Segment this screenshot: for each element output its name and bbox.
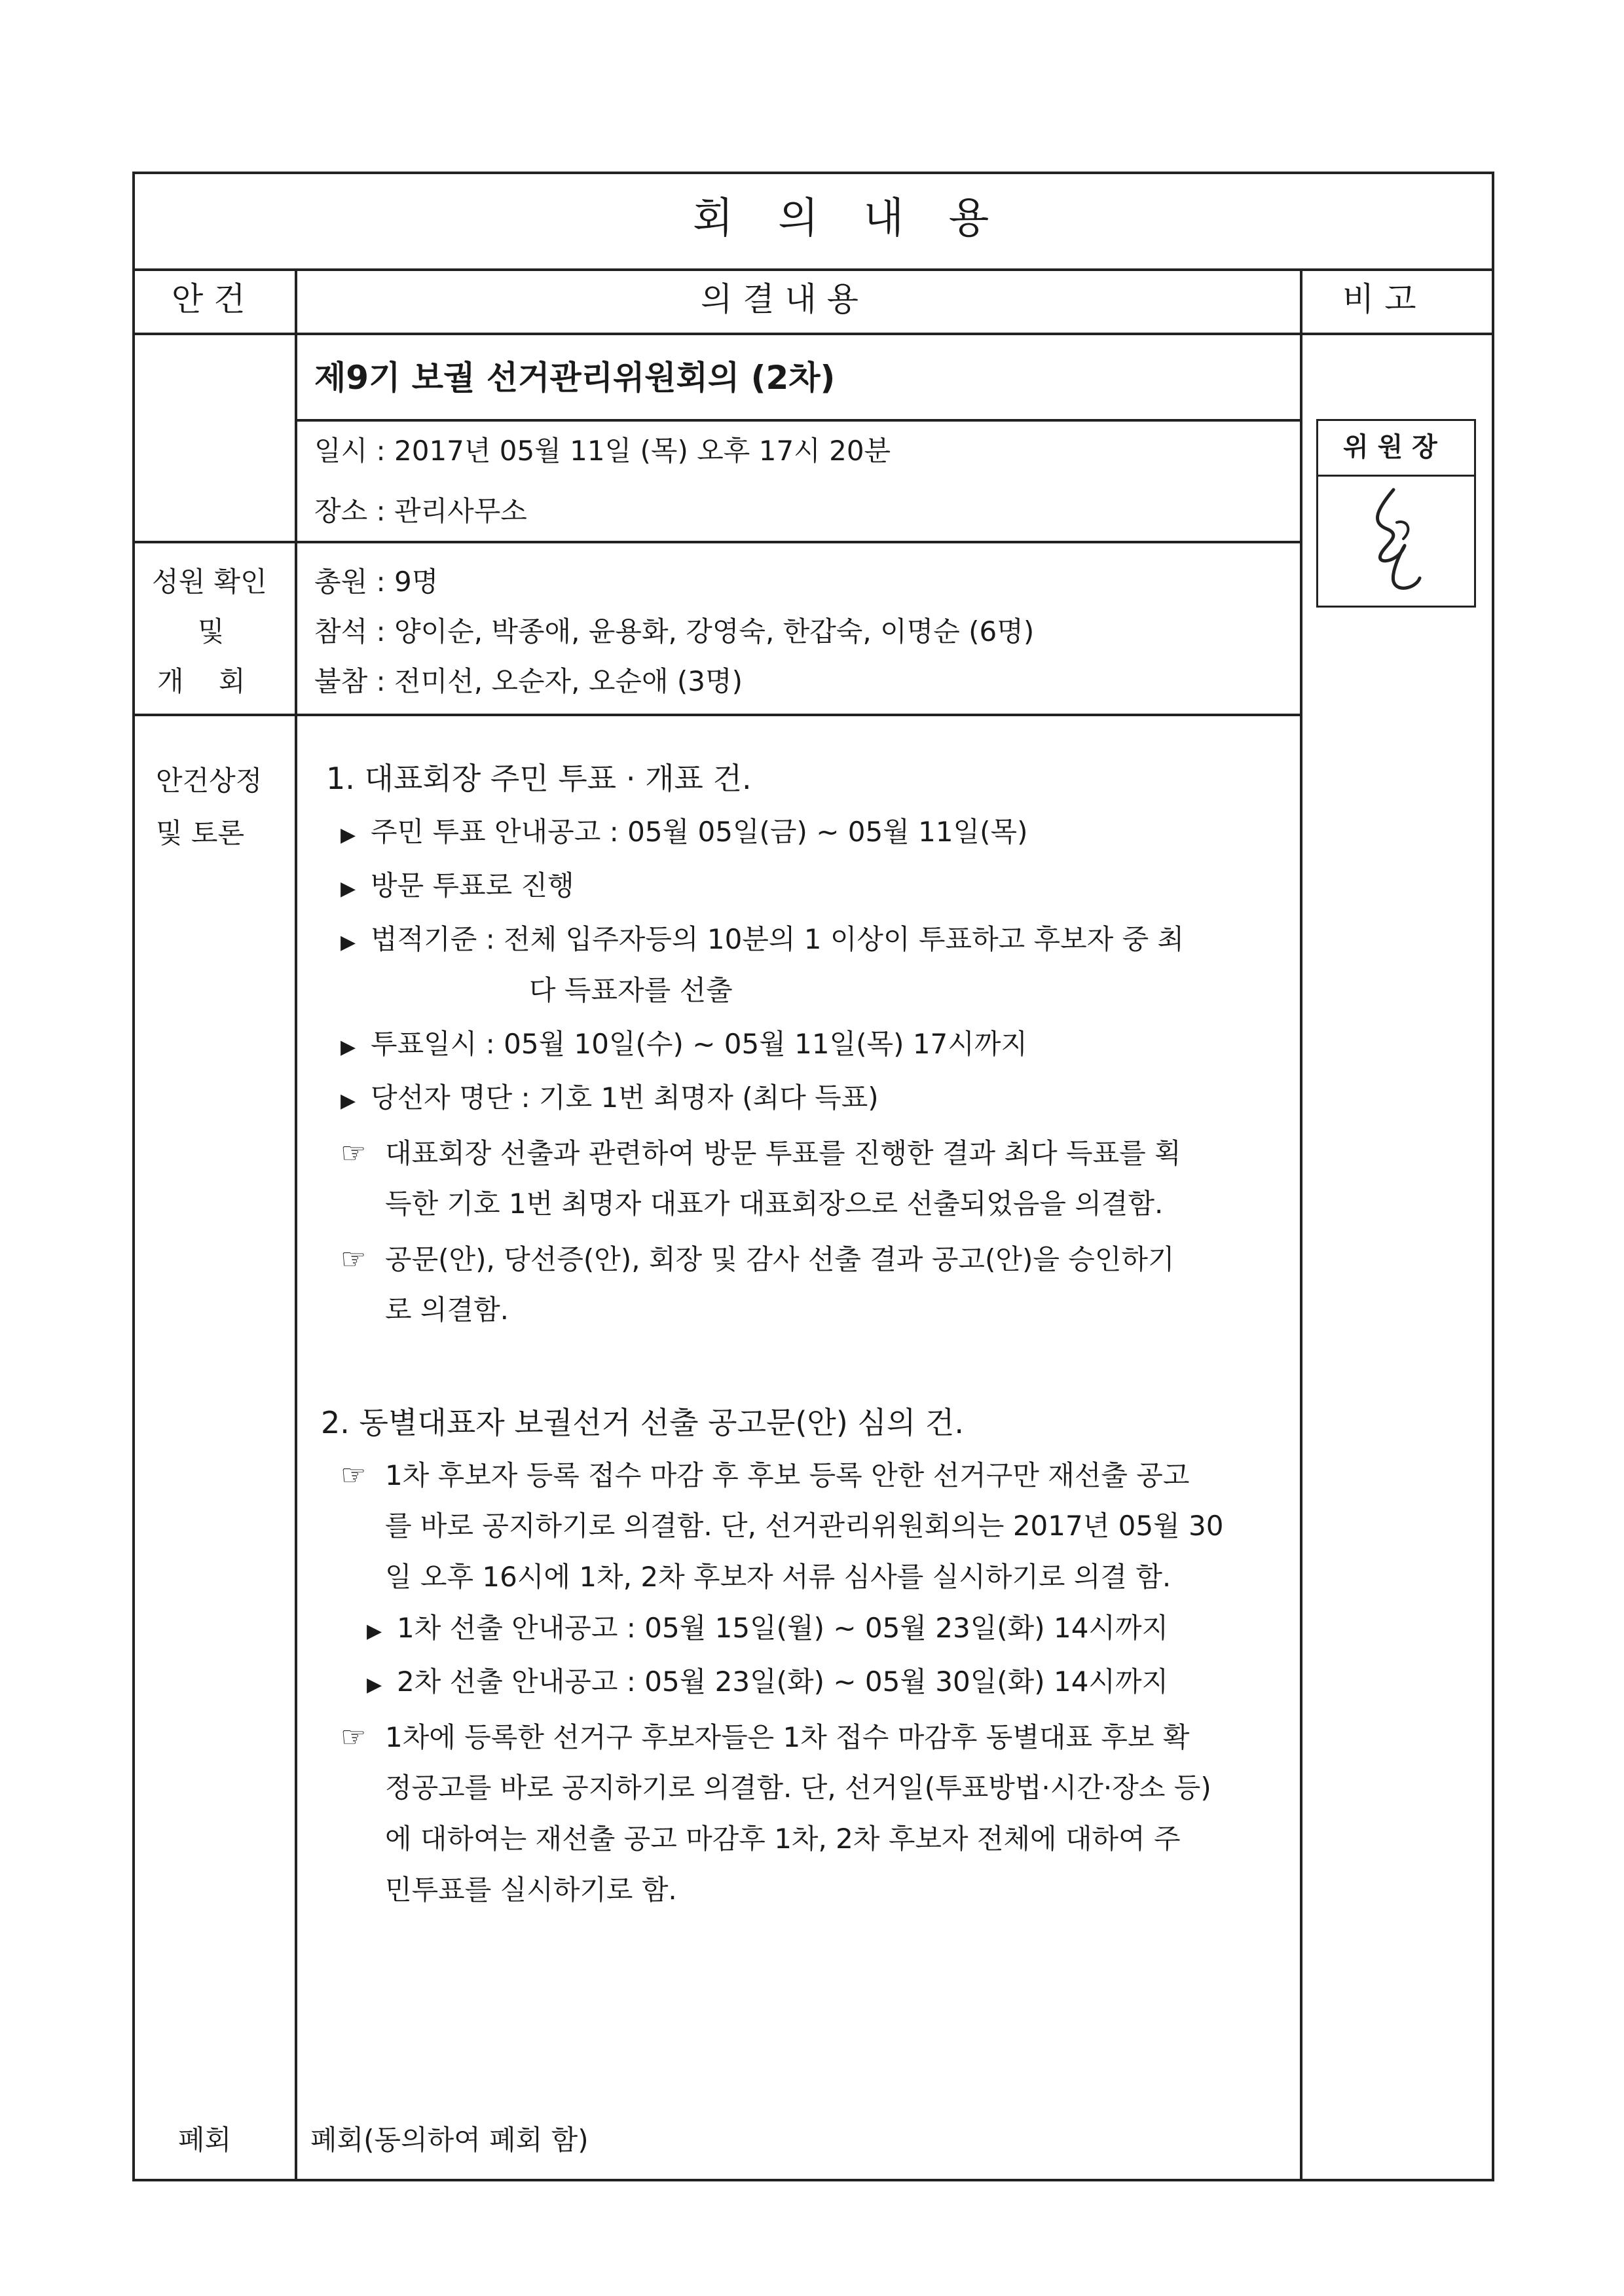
attendance-label-line3: 개 회	[157, 665, 246, 697]
resolution-item	[341, 1723, 1189, 1752]
resolution-continuation: 정공고를 바로 공지하기로 의결함. 단, 선거일(투표방법·시간·장소 등)	[385, 1772, 1211, 1804]
agenda-label-line2: 및 토론	[156, 817, 245, 849]
resolution-item	[341, 1139, 1181, 1168]
resolution-continuation: 득한 기호 1번 최명자 대표가 대표회장으로 선출되었음을 의결함.	[385, 1188, 1164, 1220]
resolution-text: 대표회장 선출과 관련하여 방문 투표를 진행한 결과 최다 득표를 획	[385, 1137, 1181, 1169]
bullet-icon: ▶	[341, 931, 356, 954]
resolution-continuation: 에 대하여는 재선출 공고 마감후 1차, 2차 후보자 전체에 대하여 주	[385, 1823, 1181, 1855]
bullet-text: 방문 투표로 진행	[371, 869, 574, 902]
resolution-continuation: 로 의결함.	[385, 1294, 509, 1326]
resolution-continuation: 를 바로 공지하기로 의결함. 단, 선거관리위원회의는 2017년 05월 30	[385, 1510, 1224, 1542]
attendance-label-line1: 성원 확인	[152, 566, 267, 598]
title-divider	[132, 268, 1494, 271]
table-border-bottom	[132, 2179, 1494, 2181]
bullet-icon: ▶	[341, 1089, 356, 1112]
header-divider	[132, 333, 1494, 335]
column-header-content: 의 결 내 용	[701, 280, 858, 318]
list-item	[341, 923, 1185, 955]
resolution-item	[341, 1461, 1189, 1490]
bullet-icon: ▶	[341, 824, 356, 847]
agenda-item1-title: 1. 대표회장 주민 투표 · 개표 건.	[326, 761, 752, 796]
meeting-datetime: 일시 : 2017년 05월 11일 (목) 오후 17시 20분	[314, 435, 891, 467]
table-border-right	[1492, 172, 1494, 2181]
signature-box-label: 위 원 장	[1343, 432, 1437, 462]
bullet-text: 투표일시 : 05월 10일(수) ~ 05월 11일(목) 17시까지	[371, 1028, 1027, 1060]
attendance-total: 총원 : 9명	[314, 566, 439, 598]
pointing-hand-icon: ☞	[341, 1459, 367, 1492]
bullet-text: 법적기준 : 전체 입주자등의 10분의 1 이상이 투표하고 후보자 중 최	[371, 923, 1185, 955]
pointing-hand-icon: ☞	[341, 1137, 367, 1170]
resolution-text: 1차 후보자 등록 접수 마감 후 후보 등록 안한 선거구만 재선출 공고	[385, 1459, 1190, 1491]
column-header-item: 안 건	[172, 280, 246, 318]
closing-content: 폐회(동의하여 폐회 함)	[310, 2124, 589, 2156]
resolution-text: 1차에 등록한 선거구 후보자들은 1차 접수 마감후 동별대표 후보 확	[385, 1721, 1190, 1753]
bullet-icon: ▶	[341, 1036, 356, 1059]
column-header-note: 비 고	[1342, 280, 1416, 318]
attendance-label-line2: 및	[198, 615, 225, 647]
bullet-continuation: 다 득표자를 선출	[529, 974, 733, 1006]
signature-box-divider	[1318, 475, 1474, 477]
list-item	[341, 869, 574, 902]
signature-box	[1316, 419, 1476, 608]
bullet-text: 2차 선출 안내공고 : 05월 23일(화) ~ 05월 30일(화) 14시까지	[397, 1666, 1169, 1698]
pointing-hand-icon: ☞	[341, 1243, 367, 1276]
agenda-item2-title: 2. 동별대표자 보궐선거 선출 공고문(안) 심의 건.	[321, 1405, 964, 1440]
bullet-text: 당선자 명단 : 기호 1번 최명자 (최다 득표)	[371, 1082, 879, 1114]
page-title: 회 의 내 용	[693, 194, 1005, 243]
table-border-left	[132, 172, 135, 2181]
resolution-text: 공문(안), 당선증(안), 회장 및 감사 선출 결과 공고(안)을 승인하기	[385, 1243, 1175, 1275]
closing-label: 폐회	[178, 2124, 232, 2156]
attendance-absent: 불참 : 전미선, 오순자, 오순애 (3명)	[314, 665, 743, 697]
bullet-icon: ▶	[341, 877, 356, 900]
resolution-continuation: 일 오후 16시에 1차, 2차 후보자 서류 심사를 실시하기로 의결 함.	[385, 1561, 1172, 1593]
pointing-hand-icon: ☞	[341, 1721, 367, 1754]
meeting-place: 장소 : 관리사무소	[314, 495, 527, 527]
signature-icon	[1357, 483, 1436, 601]
bullet-text: 1차 선출 안내공고 : 05월 15일(월) ~ 05월 23일(화) 14시까지	[397, 1612, 1169, 1644]
bullet-icon: ▶	[367, 1620, 382, 1643]
col-divider-1	[295, 268, 297, 2181]
meeting-name: 제9기 보궐 선거관리위원회의 (2차)	[314, 359, 836, 397]
table-border-top	[132, 172, 1494, 174]
list-item	[341, 818, 1027, 846]
resolution-continuation: 민투표를 실시하기로 함.	[385, 1874, 677, 1906]
col-divider-2	[1300, 268, 1302, 2181]
attendance-present: 참석 : 양이순, 박종애, 윤용화, 강영숙, 한갑숙, 이명순 (6명)	[314, 615, 1035, 647]
list-item	[341, 1084, 879, 1112]
list-item	[367, 1614, 1168, 1642]
place-divider	[132, 541, 1300, 543]
bullet-text: 주민 투표 안내공고 : 05월 05일(금) ~ 05월 11일(목)	[371, 816, 1028, 848]
bullet-icon: ▶	[367, 1673, 382, 1696]
attendance-divider	[132, 714, 1300, 716]
resolution-item	[341, 1245, 1175, 1274]
agenda-label-line1: 안건상정	[156, 765, 263, 797]
list-item	[367, 1668, 1168, 1696]
list-item	[341, 1030, 1027, 1058]
meeting-name-divider	[295, 419, 1300, 422]
